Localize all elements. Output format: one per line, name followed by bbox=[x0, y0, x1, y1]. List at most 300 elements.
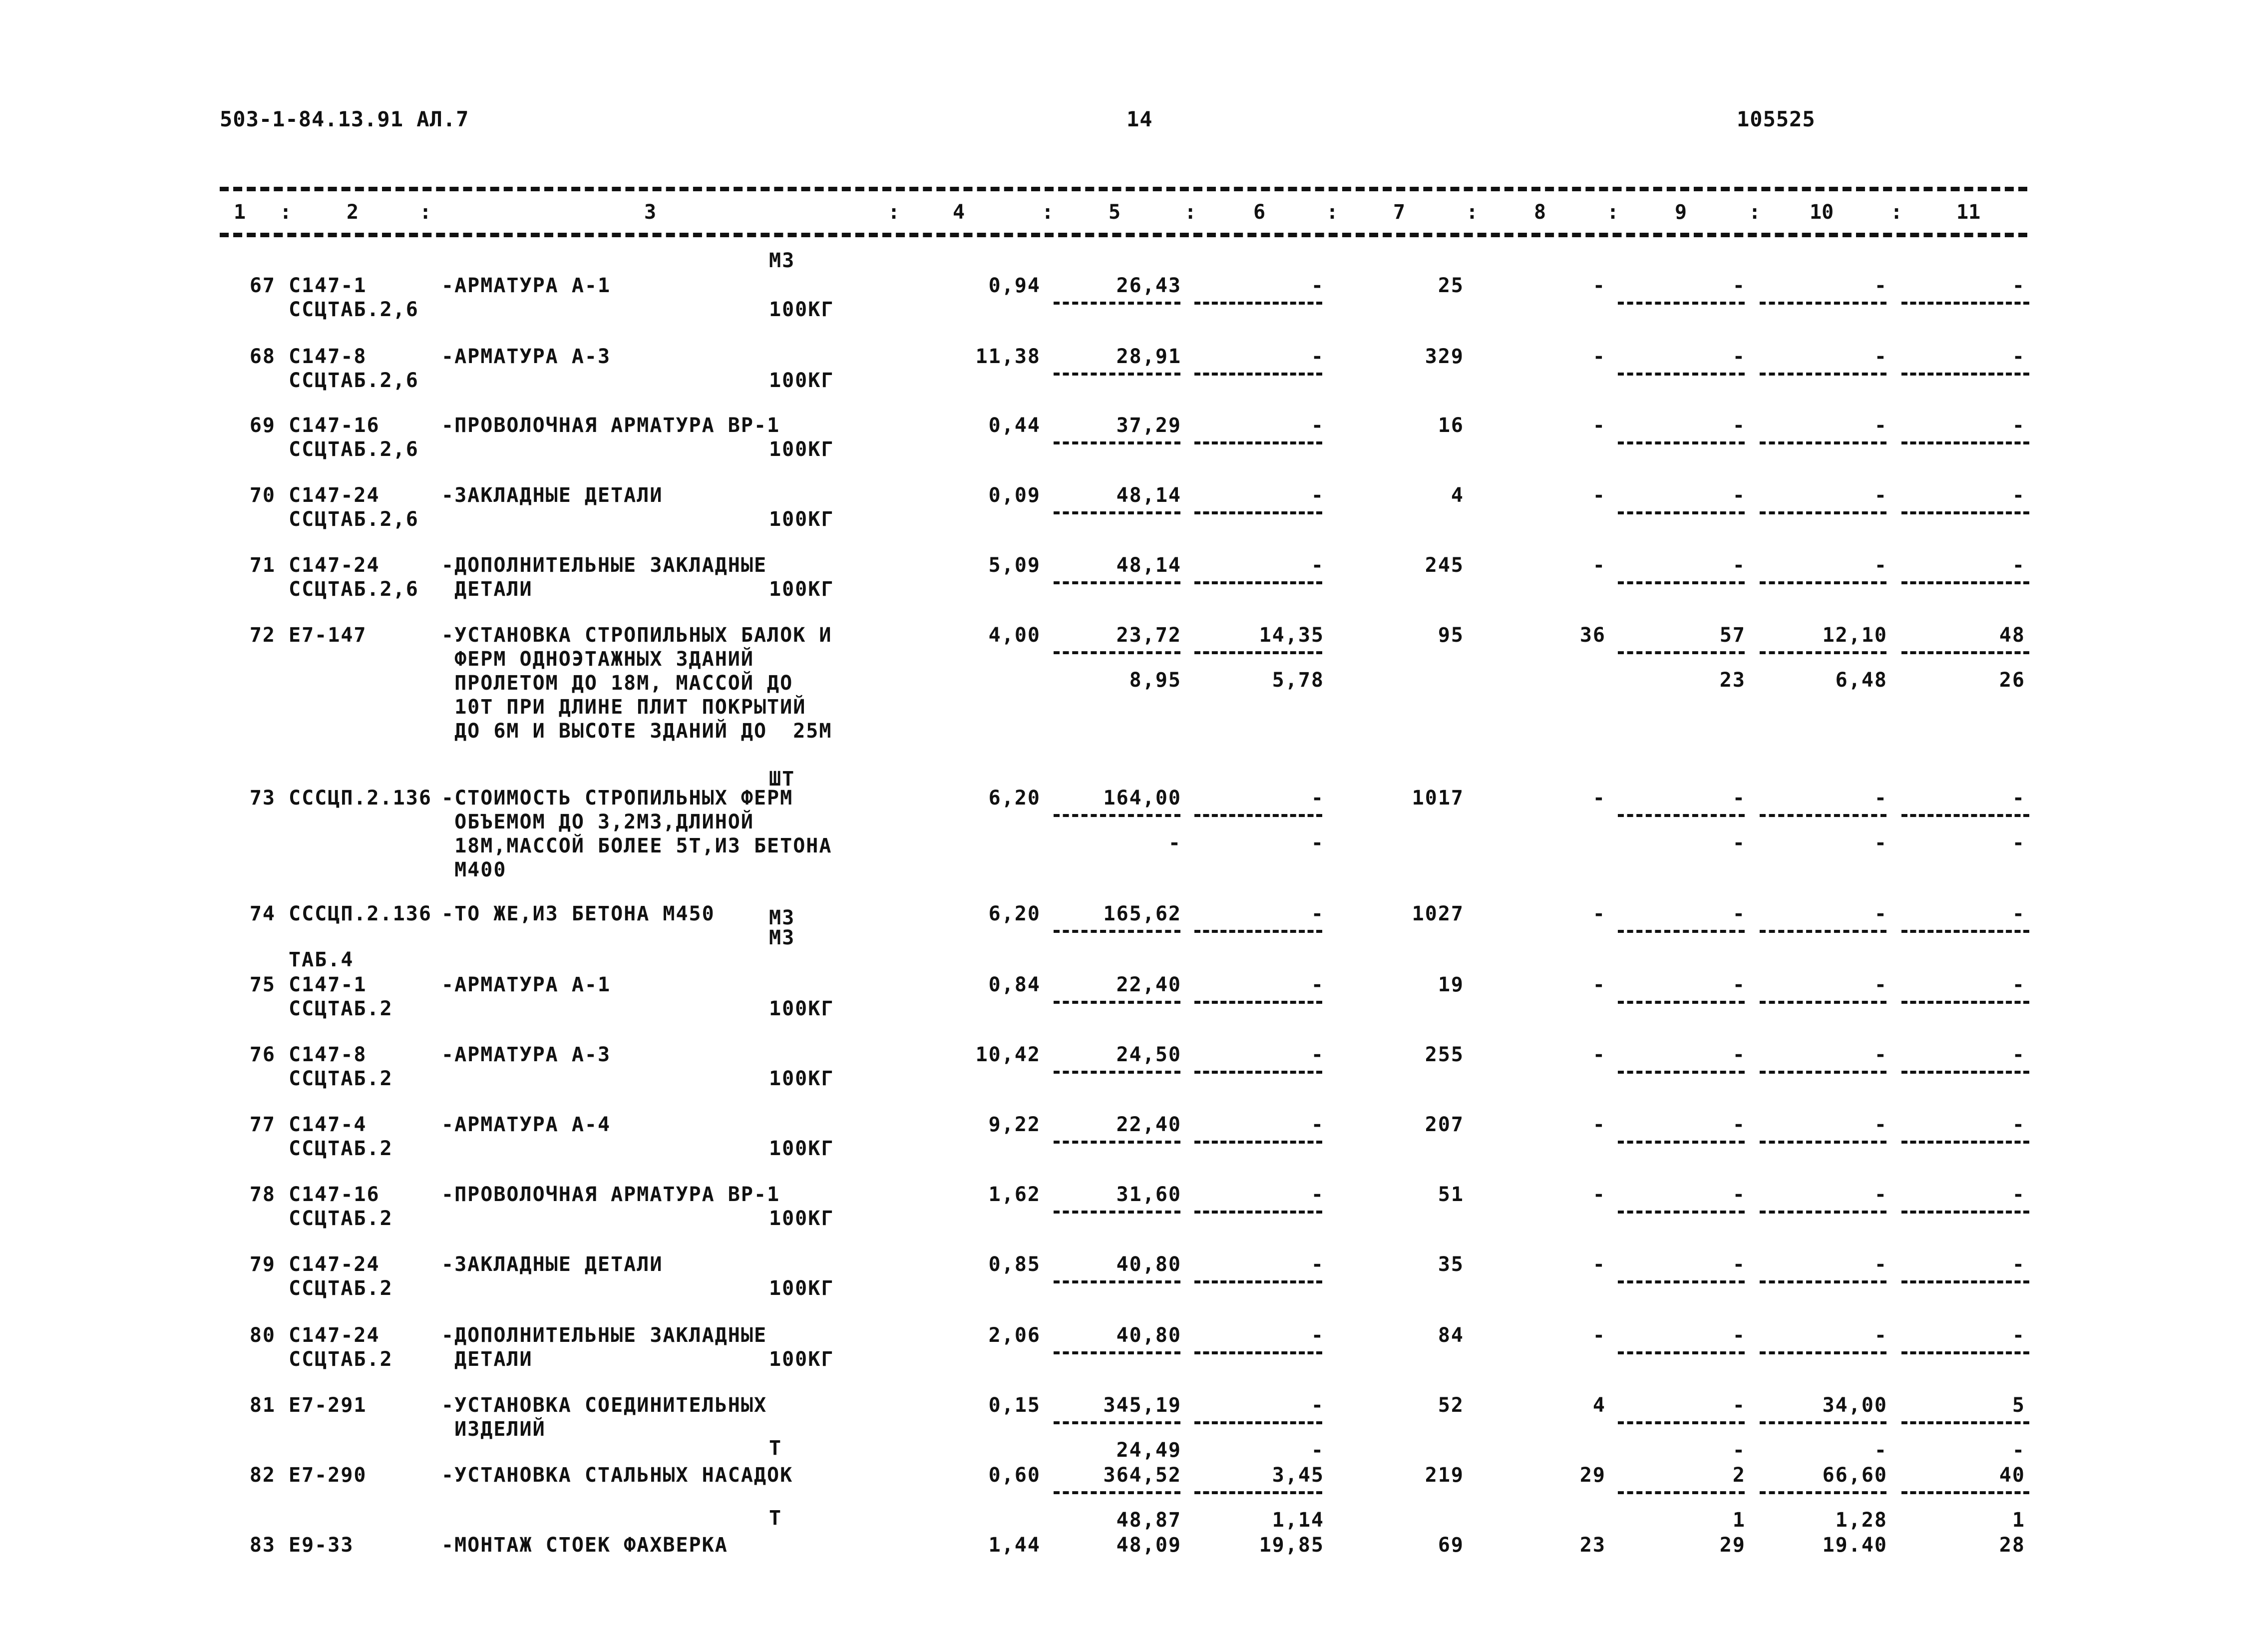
row-number: 73 bbox=[249, 787, 276, 810]
cell-col-10-secondary: - bbox=[1874, 831, 1887, 854]
cell-divider bbox=[1194, 441, 1322, 444]
row-number: 72 bbox=[249, 624, 276, 647]
cell-divider bbox=[1618, 1071, 1745, 1074]
row-code: СССЦП.2.136 bbox=[289, 787, 432, 810]
cell-divider bbox=[1054, 511, 1180, 514]
cell-col-8: 36 bbox=[1579, 624, 1606, 647]
row-code: Е7-147 bbox=[289, 624, 367, 647]
cell-col-9: - bbox=[1732, 973, 1746, 996]
row-code: С147-1 bbox=[289, 274, 367, 297]
cell-divider bbox=[1054, 651, 1180, 654]
cell-col-9: 57 bbox=[1719, 624, 1746, 647]
row-number: 79 bbox=[249, 1253, 276, 1276]
row-unit: М3 bbox=[769, 906, 795, 929]
row-number: 71 bbox=[249, 554, 276, 577]
cell-col-8: - bbox=[1592, 414, 1606, 437]
cell-col-11-secondary: - bbox=[2012, 1439, 2025, 1462]
cell-col-10: - bbox=[1874, 973, 1887, 996]
cell-divider bbox=[1901, 1211, 2029, 1214]
row-description-line: ОБЪЕМОМ ДО 3,2М3,ДЛИНОЙ bbox=[441, 811, 754, 833]
row-number: 69 bbox=[249, 414, 276, 437]
cell-col-10: - bbox=[1874, 1253, 1887, 1276]
row-reference: ССЦТАБ.2,6 bbox=[289, 508, 419, 531]
cell-divider bbox=[1618, 651, 1745, 654]
table-top-rule bbox=[220, 187, 2027, 191]
cell-col-7: 219 bbox=[1425, 1464, 1464, 1487]
cell-col-10: - bbox=[1874, 345, 1887, 368]
row-reference: ССЦТАБ.2 bbox=[289, 1348, 393, 1371]
cell-divider bbox=[1760, 302, 1886, 305]
cell-divider bbox=[1901, 1491, 2029, 1494]
cell-divider bbox=[1760, 1280, 1886, 1283]
cell-col-9-secondary: - bbox=[1732, 1439, 1746, 1462]
row-number: 82 bbox=[249, 1464, 276, 1487]
cell-col-6: - bbox=[1311, 902, 1324, 925]
row-description-line: М400 bbox=[441, 858, 507, 881]
cell-col-6: - bbox=[1311, 1324, 1324, 1347]
cell-col-5: 37,29 bbox=[1116, 414, 1181, 437]
cell-col-10: 12,10 bbox=[1822, 624, 1887, 647]
cell-col-6: - bbox=[1311, 414, 1324, 437]
row-unit: 100КГ bbox=[769, 1067, 834, 1090]
cell-divider bbox=[1194, 814, 1322, 817]
cell-col-4: 2,06 bbox=[988, 1324, 1041, 1347]
cell-col-7: 1017 bbox=[1412, 787, 1464, 810]
row-description-line: -АРМАТУРА А-1 bbox=[441, 274, 611, 297]
cell-divider bbox=[1054, 1421, 1180, 1424]
row-unit: 100КГ bbox=[769, 298, 834, 321]
cell-col-10: - bbox=[1874, 554, 1887, 577]
row-reference: ССЦТАБ.2,6 bbox=[289, 369, 419, 392]
cell-col-5-secondary: 24,49 bbox=[1116, 1439, 1181, 1462]
cell-col-8: - bbox=[1592, 1324, 1606, 1347]
cell-col-6-secondary: - bbox=[1311, 831, 1324, 854]
row-code: С147-8 bbox=[289, 1043, 367, 1066]
cell-divider bbox=[1194, 1001, 1322, 1004]
cell-divider bbox=[1194, 1211, 1322, 1214]
cell-divider bbox=[1901, 651, 2029, 654]
row-description-line: ДЕТАЛИ bbox=[441, 578, 533, 601]
cell-divider bbox=[1054, 1001, 1180, 1004]
cell-divider bbox=[1760, 1071, 1886, 1074]
row-code: С147-1 bbox=[289, 973, 367, 996]
cell-col-6-secondary: 1,14 bbox=[1272, 1509, 1324, 1532]
cell-col-4: 0,09 bbox=[988, 484, 1041, 507]
cell-col-9-secondary: 23 bbox=[1719, 669, 1746, 692]
column-header-8: 8 bbox=[1534, 201, 1546, 224]
cell-col-6: - bbox=[1311, 1253, 1324, 1276]
cell-divider bbox=[1901, 930, 2029, 933]
row-description-line: -УСТАНОВКА СОЕДИНИТЕЛЬНЫХ bbox=[441, 1394, 767, 1417]
row-unit: Т bbox=[769, 1437, 782, 1460]
row-code: С147-24 bbox=[289, 484, 380, 507]
cell-col-9: - bbox=[1732, 1253, 1746, 1276]
cell-col-8: - bbox=[1592, 1183, 1606, 1206]
cell-divider bbox=[1054, 1351, 1180, 1354]
row-code: С147-24 bbox=[289, 554, 380, 577]
cell-col-11: - bbox=[2012, 274, 2025, 297]
cell-col-9: - bbox=[1732, 1394, 1746, 1417]
cell-col-11-secondary: 1 bbox=[2012, 1509, 2025, 1532]
cell-col-4: 1,62 bbox=[988, 1183, 1041, 1206]
column-header-3: 3 bbox=[644, 201, 657, 224]
cell-col-9: - bbox=[1732, 345, 1746, 368]
cell-col-5: 40,80 bbox=[1116, 1253, 1181, 1276]
cell-col-8: - bbox=[1592, 787, 1606, 810]
row-unit: 100КГ bbox=[769, 578, 834, 601]
column-header-4: 4 bbox=[953, 201, 965, 224]
cell-divider bbox=[1194, 581, 1322, 584]
cell-divider bbox=[1194, 930, 1322, 933]
cell-col-6: - bbox=[1311, 1394, 1324, 1417]
cell-col-11: 5 bbox=[2012, 1394, 2025, 1417]
cell-col-5-secondary: 48,87 bbox=[1116, 1509, 1181, 1532]
cell-col-8: 29 bbox=[1579, 1464, 1606, 1487]
row-number: 78 bbox=[249, 1183, 276, 1206]
cell-col-4: 1,44 bbox=[988, 1534, 1041, 1557]
row-reference: ССЦТАБ.2,6 bbox=[289, 438, 419, 461]
row-number: 83 bbox=[249, 1534, 276, 1557]
cell-col-8: - bbox=[1592, 1043, 1606, 1066]
row-description-line: ФЕРМ ОДНОЭТАЖНЫХ ЗДАНИЙ bbox=[441, 648, 754, 671]
cell-divider bbox=[1618, 373, 1745, 376]
cell-col-5: 28,91 bbox=[1116, 345, 1181, 368]
row-unit: 100КГ bbox=[769, 369, 834, 392]
cell-col-11: - bbox=[2012, 414, 2025, 437]
cell-col-5: 22,40 bbox=[1116, 1113, 1181, 1136]
row-description-line: -АРМАТУРА А-3 bbox=[441, 345, 611, 368]
cell-divider bbox=[1760, 930, 1886, 933]
cell-divider bbox=[1901, 1071, 2029, 1074]
cell-col-8: - bbox=[1592, 1253, 1606, 1276]
cell-col-11-secondary: - bbox=[2012, 831, 2025, 854]
cell-divider bbox=[1760, 1211, 1886, 1214]
row-reference: ССЦТАБ.2 bbox=[289, 1207, 393, 1230]
row-description-line: -ЗАКЛАДНЫЕ ДЕТАЛИ bbox=[441, 1253, 663, 1276]
row-unit: 100КГ bbox=[769, 1348, 834, 1371]
cell-col-11: - bbox=[2012, 973, 2025, 996]
cell-col-5-secondary: 8,95 bbox=[1129, 669, 1181, 692]
cell-col-10: - bbox=[1874, 274, 1887, 297]
cell-col-6: - bbox=[1311, 787, 1324, 810]
cell-col-10: - bbox=[1874, 1113, 1887, 1136]
cell-col-4: 0,15 bbox=[988, 1394, 1041, 1417]
cell-divider bbox=[1618, 511, 1745, 514]
cell-col-5: 26,43 bbox=[1116, 274, 1181, 297]
cell-col-5: 364,52 bbox=[1103, 1464, 1181, 1487]
cell-divider bbox=[1760, 511, 1886, 514]
column-header-2: 2 bbox=[347, 201, 359, 224]
row-code: СССЦП.2.136 bbox=[289, 902, 432, 925]
cell-divider bbox=[1054, 1211, 1180, 1214]
cell-col-8: 23 bbox=[1579, 1534, 1606, 1557]
row-description-line: -АРМАТУРА А-3 bbox=[441, 1043, 611, 1066]
cell-divider bbox=[1901, 1280, 2029, 1283]
cell-divider bbox=[1618, 1280, 1745, 1283]
cell-divider bbox=[1054, 1280, 1180, 1283]
row-unit: 100КГ bbox=[769, 1137, 834, 1160]
cell-col-9: - bbox=[1732, 902, 1746, 925]
cell-col-6: 19,85 bbox=[1259, 1534, 1324, 1557]
cell-divider bbox=[1618, 930, 1745, 933]
cell-col-9: 29 bbox=[1719, 1534, 1746, 1557]
cell-col-6: 14,35 bbox=[1259, 624, 1324, 647]
cell-col-8: - bbox=[1592, 973, 1606, 996]
cell-divider bbox=[1054, 1491, 1180, 1494]
row-code: С147-24 bbox=[289, 1324, 380, 1347]
cell-col-7: 329 bbox=[1425, 345, 1464, 368]
row-description-line: ИЗДЕЛИЙ bbox=[441, 1418, 546, 1441]
cell-col-11: - bbox=[2012, 902, 2025, 925]
column-header-5: 5 bbox=[1109, 201, 1121, 224]
cell-col-5: 48,14 bbox=[1116, 554, 1181, 577]
cell-col-8: - bbox=[1592, 554, 1606, 577]
cell-divider bbox=[1194, 1421, 1322, 1424]
cell-col-11: - bbox=[2012, 1183, 2025, 1206]
cell-divider bbox=[1194, 1141, 1322, 1144]
cell-col-11: - bbox=[2012, 484, 2025, 507]
row-code: С147-16 bbox=[289, 414, 380, 437]
row-reference: ССЦТАБ.2 bbox=[289, 1277, 393, 1300]
row-description-line: ДЕТАЛИ bbox=[441, 1348, 533, 1371]
cell-divider bbox=[1760, 1421, 1886, 1424]
page-number: 14 bbox=[1126, 107, 1153, 131]
cell-col-10: 19.40 bbox=[1822, 1534, 1887, 1557]
cell-col-6: 3,45 bbox=[1272, 1464, 1324, 1487]
column-header-11: 11 bbox=[1956, 201, 1981, 224]
cell-col-9: - bbox=[1732, 787, 1746, 810]
row-unit-above: ТАБ.4 bbox=[289, 948, 354, 971]
cell-col-5: 164,00 bbox=[1103, 787, 1181, 810]
document-number: 105525 bbox=[1737, 107, 1816, 131]
cell-divider bbox=[1618, 302, 1745, 305]
cell-col-4: 6,20 bbox=[988, 787, 1041, 810]
row-unit: 100КГ bbox=[769, 1207, 834, 1230]
cell-divider bbox=[1618, 814, 1745, 817]
cell-col-7: 69 bbox=[1438, 1534, 1464, 1557]
cell-col-10: 34,00 bbox=[1822, 1394, 1887, 1417]
cell-col-11: - bbox=[2012, 1253, 2025, 1276]
cell-col-7: 19 bbox=[1438, 973, 1464, 996]
cell-divider bbox=[1194, 373, 1322, 376]
cell-divider bbox=[1760, 581, 1886, 584]
cell-col-8: - bbox=[1592, 345, 1606, 368]
cell-col-7: 52 bbox=[1438, 1394, 1464, 1417]
cell-divider bbox=[1194, 302, 1322, 305]
cell-col-11: 48 bbox=[1999, 624, 2025, 647]
cell-col-10: - bbox=[1874, 787, 1887, 810]
row-number: 68 bbox=[249, 345, 276, 368]
cell-col-10-secondary: 1,28 bbox=[1835, 1509, 1887, 1532]
row-reference: ССЦТАБ.2,6 bbox=[289, 578, 419, 601]
cell-divider bbox=[1760, 373, 1886, 376]
cell-col-9-secondary: - bbox=[1732, 831, 1746, 854]
cell-col-11-secondary: 26 bbox=[1999, 669, 2025, 692]
row-description-line: -ТО ЖЕ,ИЗ БЕТОНА М450 bbox=[441, 902, 715, 925]
row-unit: М3 bbox=[769, 926, 795, 949]
cell-col-7: 245 bbox=[1425, 554, 1464, 577]
cell-divider bbox=[1054, 373, 1180, 376]
cell-divider bbox=[1194, 1071, 1322, 1074]
cell-col-5: 345,19 bbox=[1103, 1394, 1181, 1417]
cell-col-6: - bbox=[1311, 274, 1324, 297]
cell-divider bbox=[1054, 930, 1180, 933]
row-description-line: -ЗАКЛАДНЫЕ ДЕТАЛИ bbox=[441, 484, 663, 507]
cell-divider bbox=[1901, 1351, 2029, 1354]
column-header-1: 1 bbox=[234, 201, 246, 224]
cell-col-11: 40 bbox=[1999, 1464, 2025, 1487]
cell-divider bbox=[1760, 814, 1886, 817]
row-unit: 100КГ bbox=[769, 508, 834, 531]
cell-divider bbox=[1901, 581, 2029, 584]
row-description-line: -СТОИМОСТЬ СТРОПИЛЬНЫХ ФЕРМ bbox=[441, 787, 793, 810]
row-description-line: -ПРОВОЛОЧНАЯ АРМАТУРА ВР-1 bbox=[441, 1183, 780, 1206]
cell-col-4: 0,44 bbox=[988, 414, 1041, 437]
cell-col-6: - bbox=[1311, 973, 1324, 996]
cell-divider bbox=[1901, 1421, 2029, 1424]
cell-col-4: 9,22 bbox=[988, 1113, 1041, 1136]
cell-col-7: 95 bbox=[1438, 624, 1464, 647]
cell-col-9: - bbox=[1732, 1113, 1746, 1136]
cell-divider bbox=[1901, 1001, 2029, 1004]
row-number: 77 bbox=[249, 1113, 276, 1136]
cell-col-11: - bbox=[2012, 1113, 2025, 1136]
cell-col-7: 16 bbox=[1438, 414, 1464, 437]
cell-divider bbox=[1194, 1280, 1322, 1283]
row-code: С147-8 bbox=[289, 345, 367, 368]
row-unit: ШТ bbox=[769, 768, 795, 791]
column-header-7: 7 bbox=[1393, 201, 1406, 224]
cell-divider bbox=[1194, 1351, 1322, 1354]
cell-col-7: 4 bbox=[1451, 484, 1464, 507]
row-description-line: 10Т ПРИ ДЛИНЕ ПЛИТ ПОКРЫТИЙ bbox=[441, 696, 806, 719]
row-code: С147-16 bbox=[289, 1183, 380, 1206]
cell-col-10: - bbox=[1874, 414, 1887, 437]
cell-col-8: - bbox=[1592, 902, 1606, 925]
cell-divider bbox=[1618, 1001, 1745, 1004]
row-description-line: -УСТАНОВКА СТАЛЬНЫХ НАСАДОК bbox=[441, 1464, 793, 1487]
cell-col-8: 4 bbox=[1592, 1394, 1606, 1417]
cell-col-7: 84 bbox=[1438, 1324, 1464, 1347]
cell-col-6: - bbox=[1311, 484, 1324, 507]
cell-col-4: 11,38 bbox=[975, 345, 1041, 368]
cell-col-6-secondary: 5,78 bbox=[1272, 669, 1324, 692]
row-number: 74 bbox=[249, 902, 276, 925]
cell-divider bbox=[1618, 1141, 1745, 1144]
row-number: 80 bbox=[249, 1324, 276, 1347]
row-reference: ССЦТАБ.2 bbox=[289, 997, 393, 1020]
cell-divider bbox=[1194, 1491, 1322, 1494]
row-code: Е7-291 bbox=[289, 1394, 367, 1417]
row-description-line: -АРМАТУРА А-1 bbox=[441, 973, 611, 996]
cell-col-9: - bbox=[1732, 1183, 1746, 1206]
row-description-line: ПРОЛЕТОМ ДО 18М, МАССОЙ ДО bbox=[441, 672, 793, 695]
row-number: 76 bbox=[249, 1043, 276, 1066]
cell-col-9: - bbox=[1732, 414, 1746, 437]
cell-col-7: 1027 bbox=[1412, 902, 1464, 925]
cell-divider bbox=[1618, 1351, 1745, 1354]
row-number: 75 bbox=[249, 973, 276, 996]
row-description-line: -ДОПОЛНИТЕЛЬНЫЕ ЗАКЛАДНЫЕ bbox=[441, 554, 767, 577]
cell-divider bbox=[1760, 1001, 1886, 1004]
row-number: 70 bbox=[249, 484, 276, 507]
cell-divider bbox=[1194, 651, 1322, 654]
table-header-rule bbox=[220, 233, 2027, 237]
cell-divider bbox=[1618, 1491, 1745, 1494]
cell-divider bbox=[1901, 511, 2029, 514]
cell-col-10: - bbox=[1874, 1324, 1887, 1347]
cell-col-4: 5,09 bbox=[988, 554, 1041, 577]
row-unit: 100КГ bbox=[769, 997, 834, 1020]
cell-divider bbox=[1054, 1141, 1180, 1144]
cell-divider bbox=[1760, 441, 1886, 444]
cell-divider bbox=[1054, 581, 1180, 584]
cell-col-4: 0,94 bbox=[988, 274, 1041, 297]
cell-col-11: - bbox=[2012, 1043, 2025, 1066]
cell-col-4: 0,85 bbox=[988, 1253, 1041, 1276]
document-page: 503-1-84.13.91 АЛ.7 14 105525 1 : 2 : 3 : 4 : 5 : 6 : 7 : 8 : 9 : 10 : 11 М3 67 С147-1 ССЦТАБ.2,6 -АРМАТУРА А-1 100КГ 0,94 26,43 - 25 - - - - 68 С147-8 ССЦТАБ.2,6 -АРМАТУРА А-3 100КГ 11,38 28,91 - 329 - - - - 69 С147-16 ССЦТАБ.2,6 -ПРОВОЛОЧНАЯ АРМАТУРА ВР-1 100КГ 0,44 37,29 - 16 - - - - 70 С147-24 ССЦТАБ.2,6 -ЗАКЛАДНЫЕ ДЕТАЛИ 100КГ 0,09 48,14 - 4 - - - - 71 С147-24 ССЦТАБ.2,6 -ДОПОЛНИТЕЛЬНЫЕ ЗАКЛАДНЫЕ ДЕТАЛИ 100КГ 5,09 48,14 - 245 - - - - 72 Е7-147 -УСТАНОВКА СТРОПИЛЬНЫХ БАЛОК И ФЕРМ ОДНОЭТАЖНЫХ ЗДАНИЙ ПРОЛЕТОМ ДО 18М, МАССОЙ ДО 10Т ПРИ ДЛИНЕ ПЛИТ ПОКРЫТИЙ ДО 6М И ВЫСОТЕ ЗДАНИЙ ДО 25М ШТ 4,00 23,72 14,35 95 36 57 12,10 48 8,95 5,78 23 6,48 26 73 СССЦП.2.136 -СТОИМОСТЬ СТРОПИЛЬНЫХ ФЕРМ ОБЪЕМОМ ДО 3,2М3,ДЛИНОЙ 18М,МАССОЙ БОЛЕЕ 5Т,ИЗ БЕТОНА М400 М3 6,20 164,00 - 1017 - - - - - - - - - 74 СССЦП.2.136 -ТО ЖЕ,ИЗ БЕТОНА М450 М3 6,20 165,62 - 1027 - - - - ТАБ.4 75 С147-1 ССЦТАБ.2 -АРМАТУРА А-1 100КГ 0,84 22,40 - 19 - - - - 76 С147-8 ССЦТАБ.2 -АРМАТУРА А-3 100КГ 10,42 24,50 - 255 - - - - 77 С147-4 ССЦТАБ.2 -АРМАТУРА А-4 100КГ 9,22 22,40 - 207 - - - - 78 С147-16 ССЦТАБ.2 -ПРОВОЛОЧНАЯ АРМАТУРА ВР-1 100КГ 1,62 31,60 - 51 - - - - 79 С147-24 ССЦТАБ.2 -ЗАКЛАДНЫЕ ДЕТАЛИ 100КГ 0,85 40,80 - 35 - - - - 80 С147-24 ССЦТАБ.2 -ДОПОЛНИТЕЛЬНЫЕ ЗАКЛАДНЫЕ ДЕТАЛИ 100КГ 2,06 40,80 - 84 - - - - 81 Е7-291 -УСТАНОВКА СОЕДИНИТЕЛЬНЫХ ИЗДЕЛИЙ Т 0,15 345,19 - 52 4 - 34,00 5 24,49 - - - - 82 Е7-290 -УСТАНОВКА СТАЛЬНЫХ НАСАДОК Т 0,60 364,52 3,45 219 29 2 66,60 40 48,87 1,14 1 1,28 1 83 Е9-33 -МОНТАЖ СТОЕК ФАХВЕРКА 1,44 48,09 19,85 69 23 29 19.40 28 bbox=[0, 0, 2241, 1652]
row-description-line: ДО 6М И ВЫСОТЕ ЗДАНИЙ ДО 25М bbox=[441, 720, 832, 743]
row-unit: 100КГ bbox=[769, 1277, 834, 1300]
cell-col-8: - bbox=[1592, 274, 1606, 297]
cell-divider bbox=[1760, 1141, 1886, 1144]
cell-divider bbox=[1901, 441, 2029, 444]
row-number: 81 bbox=[249, 1394, 276, 1417]
cell-col-7: 255 bbox=[1425, 1043, 1464, 1066]
row-reference: ССЦТАБ.2 bbox=[289, 1137, 393, 1160]
cell-divider bbox=[1054, 302, 1180, 305]
cell-col-10-secondary: - bbox=[1874, 1439, 1887, 1462]
row-description-line: 18М,МАССОЙ БОЛЕЕ 5Т,ИЗ БЕТОНА bbox=[441, 834, 832, 857]
document-code: 503-1-84.13.91 АЛ.7 bbox=[220, 107, 469, 131]
cell-col-5: 48,09 bbox=[1116, 1534, 1181, 1557]
cell-divider bbox=[1618, 1421, 1745, 1424]
cell-col-6: - bbox=[1311, 1183, 1324, 1206]
row-description-line: -МОНТАЖ СТОЕК ФАХВЕРКА bbox=[441, 1534, 728, 1557]
cell-col-4: 10,42 bbox=[975, 1043, 1041, 1066]
cell-divider bbox=[1054, 814, 1180, 817]
cell-divider bbox=[1901, 373, 2029, 376]
cell-col-10: 66,60 bbox=[1822, 1464, 1887, 1487]
cell-divider bbox=[1054, 441, 1180, 444]
cell-col-7: 35 bbox=[1438, 1253, 1464, 1276]
cell-col-9: - bbox=[1732, 1043, 1746, 1066]
row-number: 67 bbox=[249, 274, 276, 297]
cell-divider bbox=[1618, 581, 1745, 584]
cell-col-9: - bbox=[1732, 554, 1746, 577]
cell-col-11: - bbox=[2012, 787, 2025, 810]
cell-divider bbox=[1901, 1141, 2029, 1144]
row-unit: 100КГ bbox=[769, 438, 834, 461]
cell-col-11: - bbox=[2012, 1324, 2025, 1347]
row-description-line: -ДОПОЛНИТЕЛЬНЫЕ ЗАКЛАДНЫЕ bbox=[441, 1324, 767, 1347]
cell-col-10: - bbox=[1874, 1043, 1887, 1066]
cell-col-11: 28 bbox=[1999, 1534, 2025, 1557]
cell-col-5: 48,14 bbox=[1116, 484, 1181, 507]
cell-col-5: 165,62 bbox=[1103, 902, 1181, 925]
row-reference: ССЦТАБ.2,6 bbox=[289, 298, 419, 321]
row-reference: ССЦТАБ.2 bbox=[289, 1067, 393, 1090]
row-description-line: -УСТАНОВКА СТРОПИЛЬНЫХ БАЛОК И bbox=[441, 624, 832, 647]
cell-col-9: - bbox=[1732, 484, 1746, 507]
cell-divider bbox=[1901, 302, 2029, 305]
cell-col-6-secondary: - bbox=[1311, 1439, 1324, 1462]
cell-divider bbox=[1760, 1491, 1886, 1494]
row-code: С147-24 bbox=[289, 1253, 380, 1276]
cell-col-5: 23,72 bbox=[1116, 624, 1181, 647]
row-unit-above: М3 bbox=[769, 249, 795, 272]
column-header-9: 9 bbox=[1675, 201, 1687, 224]
